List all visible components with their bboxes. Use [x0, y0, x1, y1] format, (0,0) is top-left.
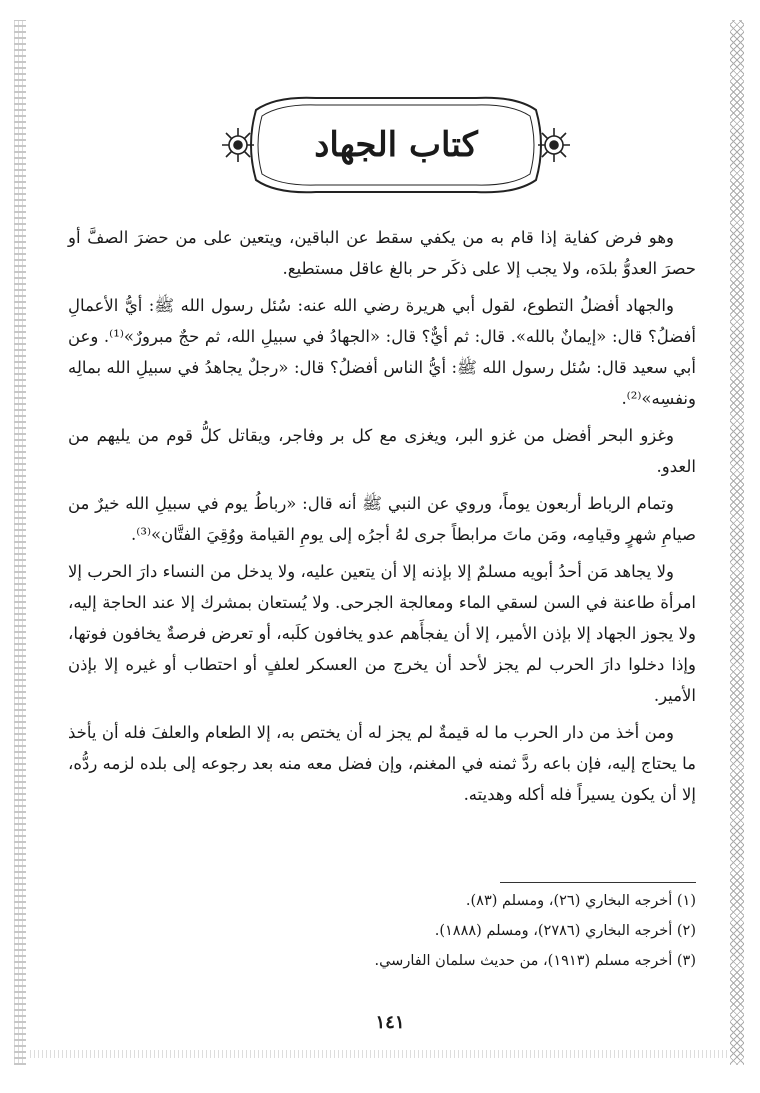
footnote-divider — [500, 882, 696, 883]
left-decorative-border — [14, 20, 26, 1065]
paragraph: وتمام الرباط أربعون يوماً، وروي عن النبي ﷺ أنه قال: «رباطُ يوم في سبيلِ الله خيرٌ من صيامِ شهرٍ وقيامِه، ومَن ماتَ مرابطاً جرى لهُ أجرُه إلى يومِ القيامة ووُقِيَ الفتَّان»⁽³⁾. — [68, 494, 696, 544]
footnotes — [68, 886, 696, 976]
paragraph: وهو فرض كفاية إذا قام به من يكفي سقط عن الباقين، ويتعين على من حضرَ الصفَّ أو حصرَ العدوُّ بلدَه، ولا يجب إلا على ذكَر حر بالغ عاقل مستطيع. — [68, 228, 696, 278]
chapter-title: كتاب الجهاد — [314, 125, 478, 165]
footnote: (٢) أخرجه البخاري (٢٧٨٦)، ومسلم (١٨٨٨). — [434, 923, 696, 939]
paragraph: ولا يجاهد مَن أحدُ أبويه مسلمٌ إلا بإذنه إلا أن يتعين عليه، ولا يدخل من النساء دارَ الحرب إلا امرأة طاعنة في السن لسقي الماء ومعالجة الجرحى. ولا يُستعان بمشرك إلا عند الحاجة إليه، ولا يجوز الجهاد إلا بإذن الأمير، إلا أن يفجأَهم عدو يخافون كلَبه، أو تعرض فرصةٌ يخافون فوتها، وإذا دخلوا دارَ الحرب لم يجز لأحد أن يخرج من العسكر لعلفٍ أو احتطاب أو غيره إلا بإذن الأمير. — [68, 562, 696, 705]
paragraph: ومن أخذ من دار الحرب ما له قيمةٌ لم يجز له أن يختص به، إلا الطعام والعلفَ فله أن يأخذ ما يحتاج إليه، فإن باعه ردَّ ثمنه في المغنم، وإن فضل معه منه بعد رجوعه إلى بلده لزمه ردُّه، إلا أن يكون يسيراً فله أكله وهديته. — [68, 723, 696, 804]
main-text — [68, 222, 696, 816]
footnote: (٣) أخرجه مسلم (١٩١٣)، من حديث سلمان الفارسي. — [374, 953, 696, 969]
page-number: ١٤١ — [375, 1012, 405, 1033]
paragraph: وغزو البحر أفضل من غزو البر، ويغزى مع كل بر وفاجر، ويقاتل كلُّ قوم من يليهم من العدو. — [68, 426, 696, 476]
paragraph: والجهاد أفضلُ التطوع، لقول أبي هريرة رضي الله عنه: سُئل رسول الله ﷺ: أيُّ الأعمالِ أفضلُ؟ قال: «إيمانٌ بالله». قال: ثم أيٌّ؟ قال: «الجهادُ في سبيلِ الله، ثم حجٌ مبرورٌ»⁽¹⁾. وعن أبي سعيد قال: سُئل رسول الله ﷺ: أيُّ الناس أفضلُ؟ قال: «رجلٌ يجاهدُ في سبيلِ الله بمالِه ونفسِه»⁽²⁾. — [68, 296, 696, 408]
footnote: (١) أخرجه البخاري (٢٦)، ومسلم (٨٣). — [465, 893, 696, 909]
chapter-title-cartouche — [216, 90, 576, 200]
right-decorative-border — [730, 20, 744, 1065]
bottom-decorative-border — [30, 1050, 730, 1058]
